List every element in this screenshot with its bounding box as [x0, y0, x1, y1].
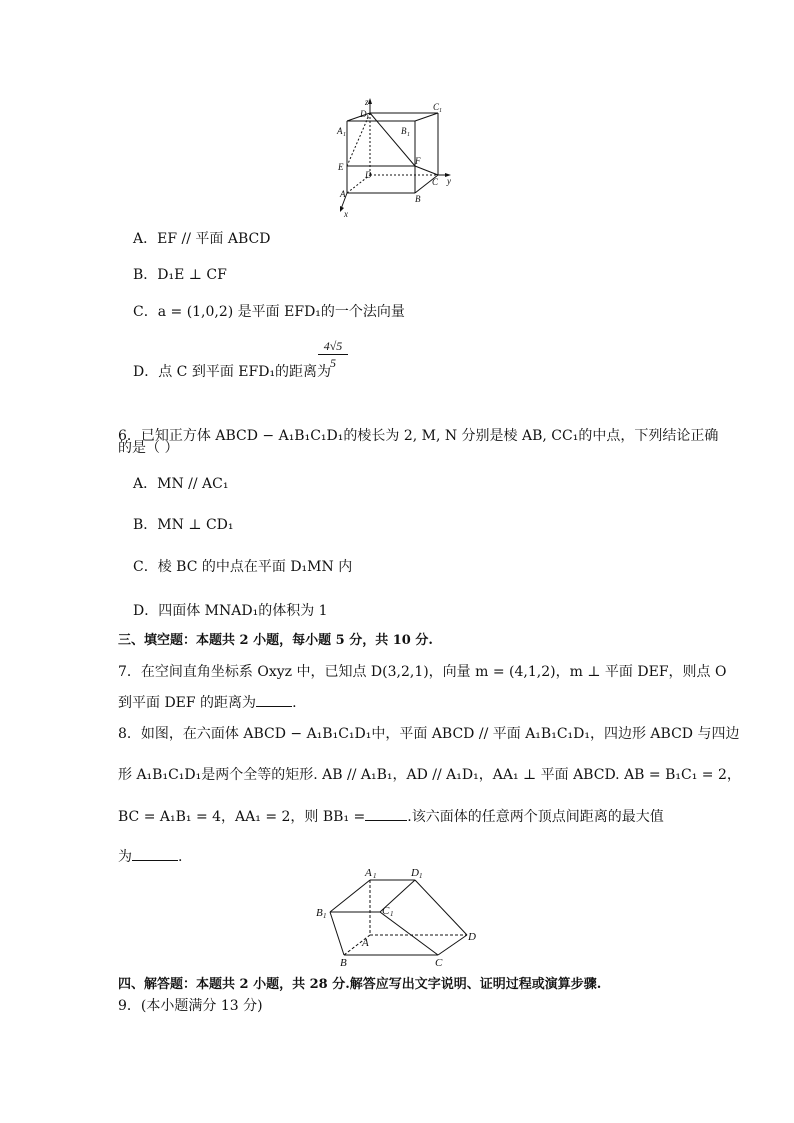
label-b1-sub: 1 — [323, 912, 327, 920]
q5-option-d-fraction — [318, 338, 348, 371]
label-y: y — [447, 176, 451, 186]
fraction-numerator: 4√5 — [318, 338, 348, 355]
q8-line3-start: BC = A₁B₁ = 4，AA₁ = 2，则 BB₁ = — [118, 809, 366, 825]
label-a: A — [362, 937, 369, 949]
label-c: C — [432, 177, 439, 187]
label-c: C — [435, 957, 443, 968]
label-d1: D — [360, 109, 367, 119]
section-three-heading: 三、填空题：本题共 2 小题，每小题 5 分，共 10 分. — [118, 633, 433, 648]
q7-line2-end: . — [292, 695, 297, 711]
label-d1-sub: 1 — [366, 115, 369, 121]
q6-option-b: B．MN ⊥ CD₁ — [133, 517, 234, 533]
label-c1: C — [382, 905, 390, 917]
q8-answer-blank-2[interactable] — [132, 848, 178, 861]
label-c1-sub: 1 — [439, 108, 442, 114]
q9-heading: 9．(本小题满分 13 分) — [118, 998, 263, 1014]
q8-line3 — [118, 806, 664, 826]
cube-figure — [335, 95, 465, 220]
label-b1-sub: 1 — [407, 132, 410, 138]
q8-line4 — [118, 846, 182, 866]
label-d: D — [468, 931, 476, 943]
q5-option-b: B．D₁E ⊥ CF — [133, 267, 227, 283]
q5-option-c: C．a = (1,0,2) 是平面 EFD₁的一个法向量 — [133, 304, 405, 320]
label-b: B — [340, 957, 347, 968]
q8-line4-start: 为 — [118, 849, 132, 865]
q5-option-d-text: D．点 C 到平面 EFD₁的距离为 — [133, 364, 332, 380]
label-z: z — [365, 97, 369, 107]
q8-line1: 8．如图，在六面体 ABCD − A₁B₁C₁D₁中，平面 ABCD // 平面 A₁B₁C₁D₁，四边形 ABCD 与四边 — [118, 726, 740, 742]
label-e: E — [338, 162, 344, 172]
q7-answer-blank[interactable] — [256, 694, 292, 707]
q6-stem-line1: 6．已知正方体 ABCD − A₁B₁C₁D₁的棱长为 2, M, N 分别是棱 AB, CC₁的中点，下列结论正确 — [118, 428, 719, 444]
section-four-heading: 四、解答题：本题共 2 小题，共 28 分.解答应写出文字说明、证明过程或演算步骤. — [118, 977, 602, 992]
q6-option-c: C．棱 BC 的中点在平面 D₁MN 内 — [133, 559, 353, 575]
q5-option-d — [133, 361, 331, 381]
label-a1: A — [337, 126, 343, 136]
q8-line2: 形 A₁B₁C₁D₁是两个全等的矩形. AB // A₁B₁，AD // A₁D₁，AA₁ ⊥ 平面 ABCD. AB = B₁C₁ = 2， — [118, 767, 741, 783]
q6-stem-line2: 的是（ ） — [118, 440, 179, 456]
q6-option-d: D．四面体 MNAD₁的体积为 1 — [133, 603, 328, 619]
q8-answer-blank-1[interactable] — [365, 808, 407, 821]
q6-option-a: A．MN // AC₁ — [133, 476, 229, 492]
q7-line2-text: 到平面 DEF 的距离为 — [118, 695, 257, 711]
label-b: B — [415, 194, 421, 204]
fraction-denominator: 5 — [330, 356, 336, 370]
label-a1: A — [365, 867, 372, 879]
label-d1-sub: 1 — [419, 872, 423, 880]
label-b1: B — [316, 907, 323, 919]
label-f: F — [415, 156, 421, 166]
label-b1: B — [401, 126, 407, 136]
label-a: A — [340, 189, 346, 199]
label-c1-sub: 1 — [390, 910, 394, 918]
q8-line4-end: . — [178, 849, 183, 865]
label-d: D — [365, 170, 372, 180]
label-x: x — [344, 209, 348, 219]
hexahedron-figure — [312, 864, 482, 968]
label-d1: D — [411, 867, 419, 879]
q7-line1: 7．在空间直角坐标系 Oxyz 中，已知点 D(3,2,1)，向量 m = (4,1,2)，m ⊥ 平面 DEF，则点 O — [118, 664, 727, 680]
label-a1-sub: 1 — [373, 872, 377, 880]
q8-line3-end: .该六面体的任意两个顶点间距离的最大值 — [407, 809, 664, 825]
label-c1: C — [433, 102, 440, 112]
q5-option-a: A．EF // 平面 ABCD — [133, 231, 271, 247]
label-a1-sub: 1 — [343, 132, 346, 138]
q7-line2 — [118, 692, 297, 712]
